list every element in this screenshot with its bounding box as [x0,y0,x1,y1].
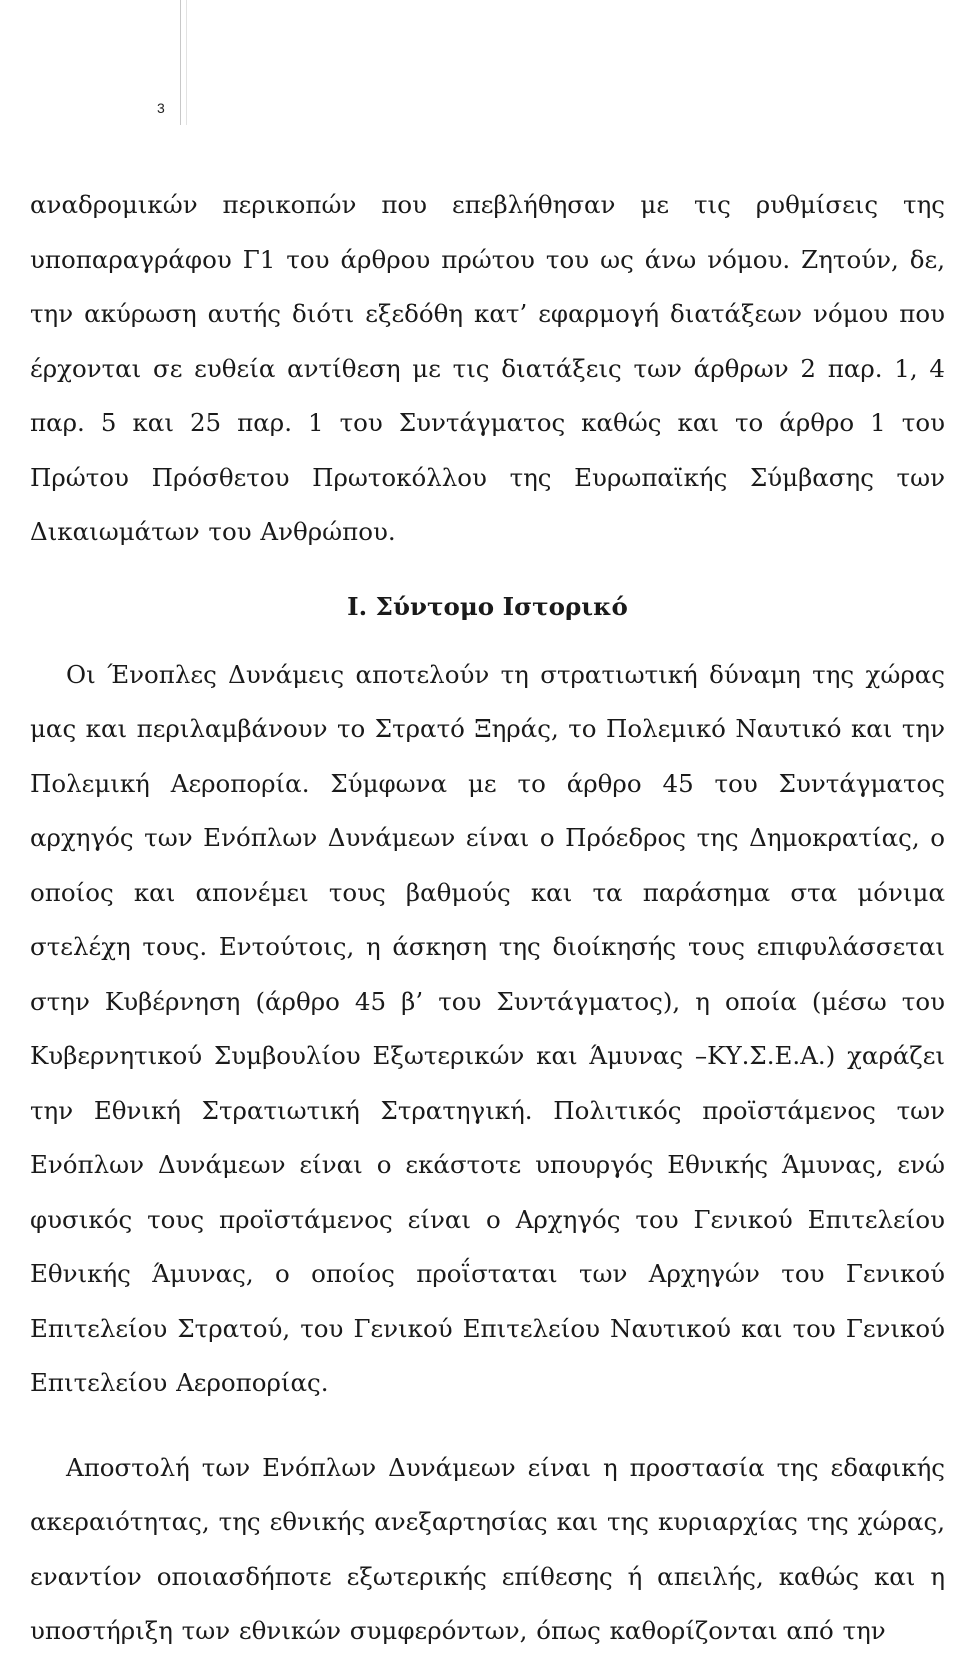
section-heading: Ι. Σύντομο Ιστορικό [347,591,628,621]
paragraph-mission: Αποστολή των Ενόπλων Δυνάμεων είναι η προστασία της εδαφικής ακεραιότητας, της εθνικής ανεξαρτησίας και της κυριαρχίας της χώρας, εναντίον οποιασδήποτε εξωτερικής επίθεσης ή απειλής, καθώς και η υποστήριξη των εθνικών συμφερόντων, όπως καθορίζονται από την [30,1452,945,1645]
paragraph-history: Οι Ένοπλες Δυνάμεις αποτελούν τη στρατιωτική δύναμη της χώρας μας και περιλαμβάνουν το Στρατό Ξηράς, το Πολεμικό Ναυτικό και την Πολεμική Αεροπορία. Σύμφωνα με το άρθρο 45 του Συντάγματος αρχηγός των Ενόπλων Δυνάμεων είναι ο Πρόεδρος της Δημοκρατίας, ο οποίος και απονέμει τους βαθμούς και τα παράσημα στα μόνιμα στελέχη τους. Εντούτοις, η άσκηση της διοίκησής τους επιφυλάσσεται στην Κυβέρνηση (άρθρο 45 β’ του Συντάγματος), η οποία (μέσω του Κυβερνητικού Συμβουλίου Εξωτερικών και Άμυνας –ΚΥ.Σ.Ε.Α.) χαράζει την Εθνική Στρατιωτική Στρατηγική. Πολιτικός προϊστάμενος των Ενόπλων Δυνάμεων είναι ο εκάστοτε υπουργός Εθνικής Άμυνας, ενώ φυσικός τους προϊστάμενος είναι ο Αρχηγός του Γενικού Επιτελείου Εθνικής Άμυνας, ο οποίος προΐσταται των Αρχηγών του Γενικού Επιτελείου Στρατού, του Γενικού Επιτελείου Ναυτικού και του Γενικού Επιτελείου Αεροπορίας. [30,659,945,1397]
paragraph-continuation: αναδρομικών περικοπών που επεβλήθησαν με τις ρυθμίσεις της υποπαραγράφου Γ1 του άρθρου πρώτου του ως άνω νόμου. Ζητούν, δε, την ακύρωση αυτής διότι εξεδόθη κατ’ εφαρμογή διατάξεων νόμου που έρχονται σε ευθεία αντίθεση με τις διατάξεις των άρθρων 2 παρ. 1, 4 παρ. 5 και 25 παρ. 1 του Συντάγματος καθώς και το άρθρο 1 του Πρώτου Πρόσθετου Πρωτοκόλλου της Ευρωπαϊκής Σύμβασης των Δικαιωμάτων του Ανθρώπου. [30,190,945,546]
header-margin-line-secondary [186,0,187,125]
header-margin-line [180,0,181,125]
page-number: 3 [157,100,165,116]
document-body [30,178,945,1659]
